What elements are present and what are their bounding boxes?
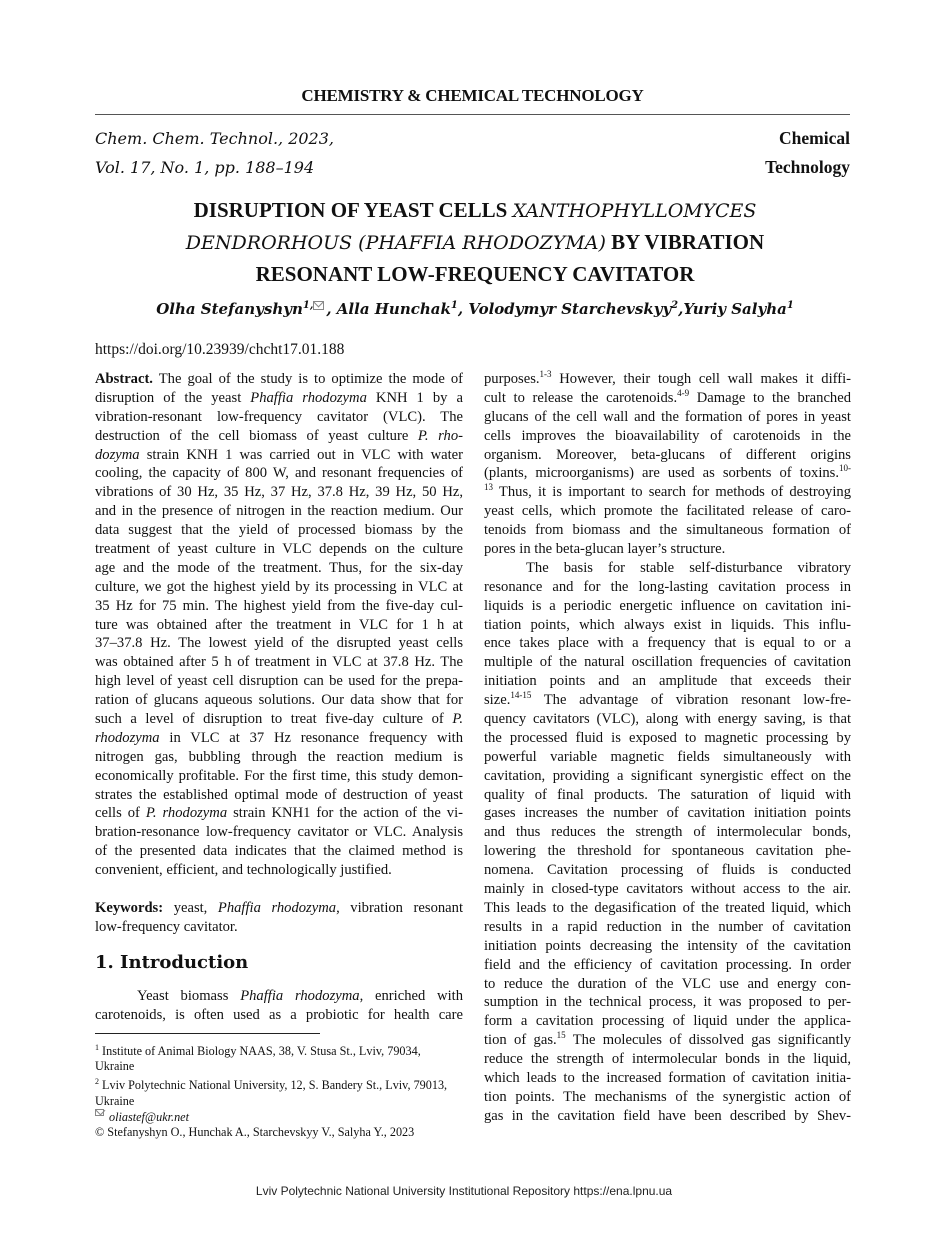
author-affiliation: 2 bbox=[671, 300, 679, 311]
intro-line: tion points. The mechanisms of the synergistic action of bbox=[484, 1088, 851, 1105]
italic-term: Phaffia rhodozyma bbox=[217, 900, 337, 917]
intro-line: This leads to the degasification of the treated liquid, which bbox=[484, 899, 851, 916]
keywords-label: Keywords: bbox=[95, 900, 164, 917]
intro-line: reduce the strength of intermolecular bonds in the liquid, bbox=[484, 1051, 851, 1068]
intro-line: (plants, microorganisms) are used as sorbents of toxins.$^{10-}$ bbox=[484, 463, 851, 482]
spacer bbox=[95, 880, 463, 899]
citation-ref: 13 bbox=[484, 482, 493, 493]
italic-term: P. rhodozyma bbox=[145, 805, 228, 822]
abstract-line: ration of glucans aqueous solutions. Our data show that for bbox=[95, 692, 463, 709]
abstract-line: dozyma strain KNH 1 was carried out in VLC with water bbox=[95, 446, 463, 463]
email-link[interactable]: oliastef@ukr.net bbox=[106, 1109, 189, 1124]
intro-line: resonance and for the long-lasting cavitation process in bbox=[484, 578, 851, 595]
intro-line: cult to release the carotenoids.$^{4-9}$ Damage to the branched bbox=[484, 387, 852, 406]
abstract-line: cells of P. rhodozyma strain KNH1 for the action of the vi- bbox=[95, 805, 463, 822]
intro-line: quency cavitators (VLC), along with energy saving, is that bbox=[484, 711, 851, 728]
intro-line: cavitation, providing a significant synergistic effect on the bbox=[484, 767, 851, 784]
abstract-line: 37–37.8 Hz. The lowest yield of the disrupted yeast cells bbox=[95, 635, 463, 652]
footnote-line: Ukraine bbox=[95, 1058, 135, 1073]
repository-footer: Lviv Polytechnic National University Institutional Repository https://ena.lpnu.ua bbox=[255, 1184, 673, 1198]
intro-line: gas in the cavitation field have been described by Shev- bbox=[484, 1107, 851, 1124]
intro-line: The basis for stable self-disturbance vibratory bbox=[526, 559, 851, 576]
italic-term: rhodozyma bbox=[95, 729, 160, 746]
paper-title bbox=[110, 195, 840, 290]
mail-icon bbox=[313, 301, 324, 310]
abstract-line: and in the presence of nitrogen in the reaction medium. Our bbox=[95, 503, 463, 520]
abstract-line: Abstract. The goal of the study is to optimize the mode of bbox=[95, 371, 463, 387]
intro-line: initiation points and an amplitude that exceeds their bbox=[484, 673, 851, 690]
footnote-line: © Stefanyshyn O., Hunchak A., Starchevskyy V., Salyha Y., 2023 bbox=[95, 1125, 415, 1140]
abstract-line: vibrations of 30 Hz, 35 Hz, 37 Hz, 37.8 Hz, 39 Hz, 50 Hz, bbox=[95, 484, 463, 501]
footnote-line: $^2$ Lviv Polytechnic National University, 12, S. Bandery St., Lviv, 79013, bbox=[95, 1077, 448, 1093]
abstract-line: such a level of disruption to treat five-day culture of P. bbox=[95, 711, 463, 728]
intro-line: and thus reduces the strength of intermolecular bonds, bbox=[484, 824, 851, 841]
citation-ref: 1-3 bbox=[539, 369, 552, 379]
title-species: DENDRORHOUS (PHAFFIA RHODOZYMA) bbox=[185, 232, 606, 254]
intro-line: tion of gas.$^{15}$ The molecules of dissolved gas significantly bbox=[484, 1030, 851, 1049]
abstract-line: convenient, efficient, and technologically justified. bbox=[95, 862, 392, 879]
footnotes bbox=[95, 1040, 463, 1141]
journal-section bbox=[765, 124, 850, 182]
intro-line: initiation points decreasing the intensity of the cavitation bbox=[484, 937, 851, 954]
intro-line: powerful variable magnetic fields simultaneously with bbox=[484, 748, 851, 765]
abstract-line: 35 Hz for 75 min. The highest yield from the five-day cul- bbox=[95, 597, 463, 614]
author-name: Olha Stefanyshyn bbox=[156, 300, 303, 318]
abstract-line: bration-resonance low-frequency cavitator or VLC. Analysis bbox=[95, 824, 463, 841]
citation-line-2: Vol. 17, No. 1, pp. 188–194 bbox=[95, 158, 315, 177]
abstract-line: strates the established optimal mode of destruction of yeast bbox=[95, 786, 463, 803]
intro-line: yeast cells, which promote the facilitated release of caro- bbox=[484, 503, 851, 520]
keywords-line: Keywords: yeast, Phaffia rhodozyma, vibration resonant bbox=[95, 900, 463, 917]
intro-line: $^{13}$ Thus, it is important to search for methods of destroying bbox=[484, 482, 851, 501]
abstract-line: nitrogen gas, bubbling through the reaction medium is bbox=[95, 748, 463, 765]
section-line-2: Technology bbox=[765, 157, 850, 177]
intro-line: liquids is a periodic energetic influence on cavitation ini- bbox=[484, 597, 851, 614]
abstract-line: rhodozyma in VLC at 37 Hz resonance frequency with bbox=[95, 729, 463, 746]
abstract-line: data suggest that the yield of processed biomass by the bbox=[95, 522, 463, 539]
intro-line: size.$^{14-15}$ The advantage of vibration resonant low-fre- bbox=[484, 690, 851, 709]
intro-line: tenoids from biomass and the simultaneous formation of bbox=[484, 522, 851, 539]
author-affiliation: 1 bbox=[450, 300, 458, 311]
italic-term: dozyma bbox=[95, 446, 140, 463]
title-part-5: RESONANT LOW-FREQUENCY CAVITATOR bbox=[255, 262, 695, 286]
abstract-line: was obtained after 5 h of treatment in VLC at 37.8 Hz. The bbox=[95, 654, 463, 671]
abstract-line: cooling, the capacity of 800 W, and resonant frequencies of bbox=[95, 465, 463, 482]
intro-line: form a cavitation processing of liquid under the applica- bbox=[484, 1013, 851, 1030]
footnote-line: $^1$ Institute of Animal Biology NAAS, 38, V. Stusa St., Lviv, 79034, bbox=[95, 1042, 421, 1058]
abstract-line: disruption of the yeast Phaffia rhodozyma KNH 1 by a bbox=[95, 389, 463, 406]
author-name: Yuriy Salyha bbox=[683, 300, 787, 318]
intro-line: glucans of the cell wall and the formation of pores in yeast bbox=[484, 408, 851, 425]
header-rule bbox=[95, 114, 850, 115]
intro-line: the processed fluid is exposed to magnetic processing by bbox=[484, 729, 851, 746]
title-genus: XANTHOPHYLLOMYCES bbox=[512, 200, 757, 222]
intro-line: multiple of the natural oscillation frequencies of cavitation bbox=[484, 654, 851, 671]
authors: Olha Stefanyshyn$^{1,}$ , Alla Hunchak$^1$, Volodymyr Starchevskyy$^2$,Yuriy Salyha$^1$ bbox=[156, 300, 794, 318]
intro-line: results in a rapid reduction in the number of cavitation bbox=[484, 918, 851, 935]
title-part-1: DISRUPTION OF YEAST CELLS bbox=[193, 198, 513, 222]
intro-line: sumption in the technical process, it was proposed to per- bbox=[484, 994, 851, 1011]
intro-line: carotenoids, is often used as a probiotic for health care bbox=[95, 1006, 463, 1023]
section-line-1: Chemical bbox=[779, 128, 850, 148]
author-name: Volodymyr Starchevskyy bbox=[468, 300, 672, 318]
footnote-line: Ukraine bbox=[95, 1093, 135, 1108]
abstract-line: of the presented data indicates that the claimed method is bbox=[95, 843, 463, 860]
doi-link[interactable]: https://doi.org/10.23939/chcht17.01.188 bbox=[95, 341, 345, 358]
mail-icon bbox=[95, 1109, 104, 1116]
italic-term: P. rho- bbox=[417, 427, 463, 444]
footnote-line bbox=[95, 1109, 463, 1125]
abstract-line: ture was obtained after the treatment in VLC for 1 h at bbox=[95, 616, 463, 633]
intro-line: mainly in closed-type cavitators without access to the air. bbox=[484, 881, 851, 898]
intro-line: organism. Moreover, beta-glucans of different origins bbox=[484, 446, 851, 463]
intro-line: to reduce the duration of the VLC use and energy con- bbox=[484, 975, 851, 992]
left-column bbox=[95, 370, 463, 1141]
intro-line: field and the efficiency of cavitation processing. In order bbox=[484, 956, 851, 973]
intro-line: purposes.$^{1-3}$ However, their tough cell wall makes it diffi- bbox=[484, 369, 851, 387]
citation-ref: 15 bbox=[556, 1030, 566, 1041]
abstract-line: age and the mode of the treatment. Thus, for the six-day bbox=[95, 559, 463, 576]
intro-line: which leads to the increased formation of cavitation initia- bbox=[484, 1069, 851, 1086]
footnote-rule bbox=[95, 1033, 320, 1034]
intro-line: Yeast biomass Phaffia rhodozyma, enriched with bbox=[137, 987, 463, 1004]
intro-line: cells improves the bioavailability of carotenoids in the bbox=[484, 427, 851, 444]
keywords-line: low-frequency cavitator. bbox=[95, 918, 238, 935]
author-affiliation: 1, bbox=[302, 300, 314, 311]
italic-term: Phaffia rhodozyma bbox=[240, 987, 360, 1004]
abstract-label: Abstract. bbox=[95, 371, 153, 387]
journal-header: CHEMISTRY & CHEMICAL TECHNOLOGY bbox=[301, 86, 644, 105]
citation bbox=[95, 124, 334, 182]
italic-term: P. bbox=[452, 711, 463, 728]
title-part-4: BY VIBRATION bbox=[605, 230, 765, 254]
intro-line: tiation points, which always exist in liquids. This influ- bbox=[484, 616, 851, 633]
citation-ref: 14-15 bbox=[510, 690, 532, 701]
abstract-line: vibration-resonant low-frequency cavitator (VLC). The bbox=[95, 408, 463, 425]
citation-ref: 10- bbox=[839, 463, 851, 474]
abstract-line: high level of yeast cell disruption can be used for the prepa- bbox=[95, 673, 463, 690]
author-name: Alla Hunchak bbox=[336, 300, 451, 318]
section-heading-introduction: 1. Introduction bbox=[95, 951, 249, 973]
intro-line: pores in the beta-glucan layer’s structure. bbox=[484, 541, 726, 558]
intro-line: quality of final products. The saturation of liquid with bbox=[484, 786, 851, 803]
italic-term: Phaffia rhodozyma bbox=[250, 389, 367, 406]
right-column bbox=[484, 370, 851, 1126]
abstract-line: economically profitable. For the first time, this study demon- bbox=[95, 767, 463, 784]
citation-line-1: Chem. Chem. Technol., 2023, bbox=[95, 129, 334, 148]
intro-line: gases increases the number of cavitation initiation points bbox=[484, 805, 851, 822]
intro-line: nomena. Cavitation processing of fluids is conducted bbox=[484, 862, 851, 879]
author-affiliation: 1 bbox=[786, 300, 794, 311]
abstract-line: treatment of yeast culture in VLC depends on the culture bbox=[95, 541, 463, 558]
intro-line: lowering the threshold for spontaneous cavitation phe- bbox=[484, 843, 851, 860]
abstract-line: culture, we got the highest yield by its processing in VLC at bbox=[95, 578, 463, 595]
abstract-line: destruction of the cell biomass of yeast culture P. rho- bbox=[95, 427, 463, 444]
citation-ref: 4-9 bbox=[677, 387, 690, 398]
intro-line: ence takes place with a frequency that is equal to or a bbox=[484, 635, 851, 652]
